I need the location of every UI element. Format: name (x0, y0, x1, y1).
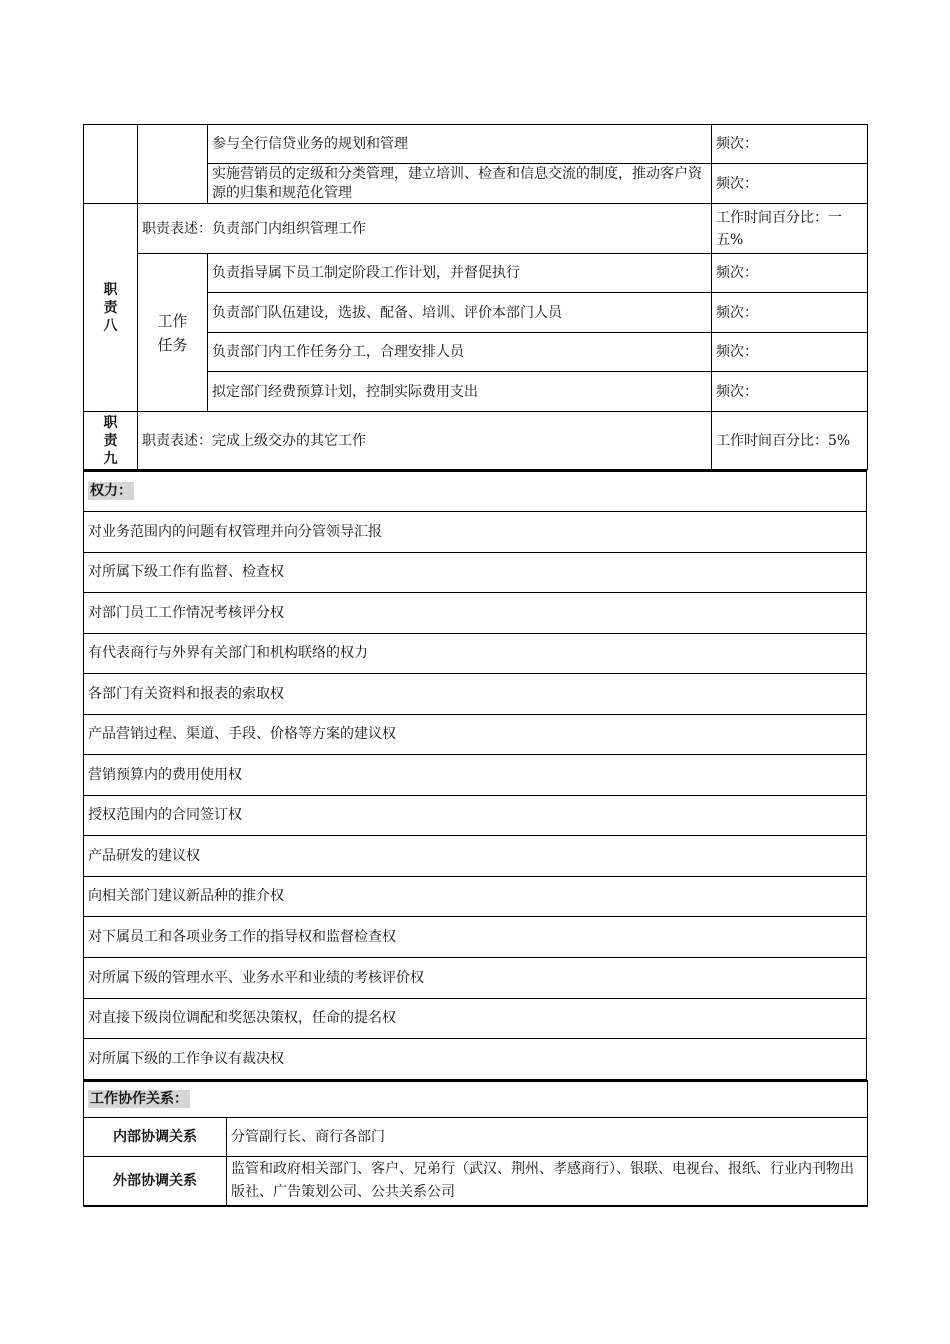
task-text: 实施营销员的定级和分类管理，建立培训、检查和信息交流的制度，推动客户资源的归集和规范化管理 (208, 164, 712, 204)
power-item: 对所属下级的工作争议有裁决权 (84, 1038, 867, 1079)
duty-8-task-label: 工作 任务 (138, 254, 208, 412)
table-row (84, 412, 868, 470)
task-frequency: 频次： (712, 372, 868, 412)
job-description-page (83, 124, 867, 1207)
internal-coordination-value: 分管副行长、商行各部门 (227, 1118, 868, 1157)
power-item: 授权范围内的合同签订权 (84, 795, 867, 835)
power-item: 对业务范围内的问题有权管理并向分管领导汇报 (84, 511, 867, 552)
power-item: 有代表商行与外界有关部门和机构联络的权力 (84, 633, 867, 673)
task-text: 参与全行信贷业务的规划和管理 (208, 125, 712, 164)
powers-heading-row (84, 471, 867, 511)
task-text: 负责部门队伍建设，选拔、配备、培训、评价本部门人员 (208, 293, 712, 333)
power-item: 营销预算内的费用使用权 (84, 754, 867, 795)
task-label-cell (138, 125, 208, 204)
cooperation-heading: 工作协作关系： (90, 1091, 188, 1108)
power-item: 对直接下级岗位调配和奖惩决策权，任命的提名权 (84, 998, 867, 1038)
power-item: 产品营销过程、渠道、手段、价格等方案的建议权 (84, 714, 867, 754)
duty-9-time-percentage: 工作时间百分比：5% (712, 412, 868, 470)
duty-9-description: 职责表述：完成上级交办的其它工作 (138, 412, 712, 470)
duty-table (83, 124, 868, 470)
cooperation-table (83, 1080, 868, 1207)
cooperation-heading-row (84, 1081, 868, 1118)
duty-9-label: 职 责 九 (84, 412, 138, 470)
internal-coordination-label: 内部协调关系 (84, 1118, 227, 1157)
table-row (84, 254, 868, 293)
task-text: 负责部门内工作任务分工，合理安排人员 (208, 333, 712, 372)
external-coordination-label: 外部协调关系 (84, 1157, 227, 1206)
power-item: 对所属下级工作有监督、检查权 (84, 552, 867, 592)
duty-label-cell (84, 125, 138, 204)
task-text: 负责指导属下员工制定阶段工作计划，并督促执行 (208, 254, 712, 293)
powers-heading: 权力： (90, 483, 132, 500)
task-frequency: 频次： (712, 164, 868, 204)
task-text: 拟定部门经费预算计划，控制实际费用支出 (208, 372, 712, 412)
powers-table (83, 470, 867, 1080)
power-item: 对部门员工工作情况考核评分权 (84, 592, 867, 633)
duty-8-label: 职 责 八 (84, 204, 138, 412)
table-row (84, 1118, 868, 1157)
power-item: 对所属下级的管理水平、业务水平和业绩的考核评价权 (84, 957, 867, 998)
task-frequency: 频次： (712, 125, 868, 164)
task-frequency: 频次： (712, 293, 868, 333)
power-item: 各部门有关资料和报表的索取权 (84, 673, 867, 714)
task-frequency: 频次： (712, 333, 868, 372)
table-row (84, 125, 868, 164)
task-frequency: 频次： (712, 254, 868, 293)
power-item: 产品研发的建议权 (84, 835, 867, 876)
power-item: 对下属员工和各项业务工作的指导权和监督检查权 (84, 916, 867, 957)
duty-8-time-percentage: 工作时间百分比：一五% (712, 204, 868, 254)
table-row (84, 1157, 868, 1206)
power-item: 向相关部门建议新品种的推介权 (84, 876, 867, 916)
external-coordination-value: 监管和政府相关部门、客户、兄弟行（武汉、荆州、孝感商行）、银联、电视台、报纸、行业内刊物出版社、广告策划公司、公共关系公司 (227, 1157, 868, 1206)
table-row (84, 204, 868, 254)
duty-8-description: 职责表述：负责部门内组织管理工作 (138, 204, 712, 254)
